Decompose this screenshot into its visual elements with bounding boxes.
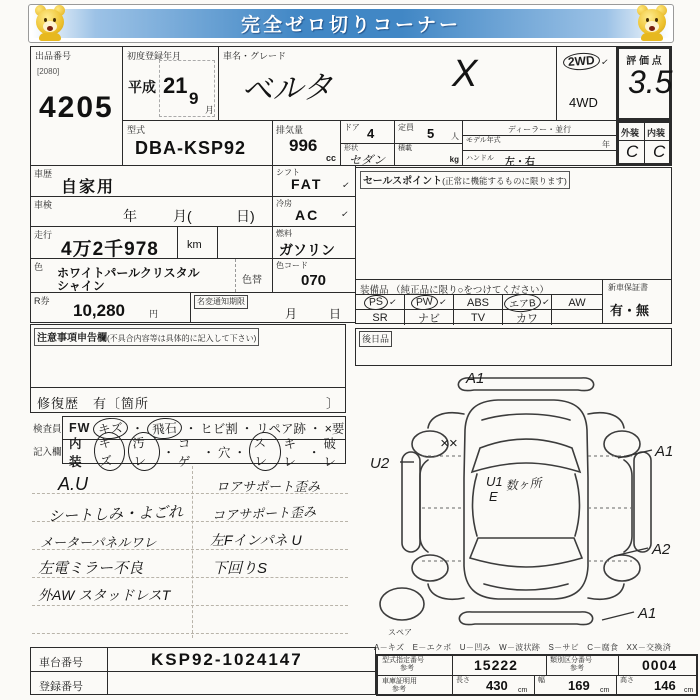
displacement-cell (272, 120, 341, 166)
displacement-label: 排気量 (276, 125, 304, 135)
note-left-1: A.U (58, 474, 89, 494)
mileage-unit: km (187, 239, 202, 251)
inspection-label: 車検 (34, 200, 53, 210)
mileage-label: 走行 (34, 230, 53, 240)
exterior-label: 外装 (621, 128, 640, 138)
ac-tick: ✓ (340, 208, 350, 220)
chassis-number: KSP92-1024147 (151, 650, 303, 669)
chassis-row-divider (31, 671, 375, 672)
fw-prefix: FW (69, 421, 91, 435)
equipment-header: 装備品 （純正品に限り○をつけてください） (360, 285, 549, 296)
note-right-2: コアサポート歪み (211, 504, 317, 523)
mark-left-xx: ×× (440, 435, 458, 452)
interior-hole: 穴 (217, 445, 231, 460)
sales-point-note: (正常に機能するものに限ります) (442, 176, 567, 186)
note-right-4: 下回りS (212, 560, 268, 577)
lot-label: 出品番号 (35, 51, 72, 61)
fw-repair-mark: リペア跡 (256, 422, 307, 436)
banner-bar (32, 9, 670, 38)
car-name-label: 車名・グレード (223, 51, 287, 61)
interior-label: 内装 (647, 128, 666, 138)
history-value: 自家用 (61, 179, 116, 196)
sales-point-label: セールスポイント (363, 176, 443, 187)
drive-4wd: 4WD (569, 95, 598, 110)
fw-stone-chip-circled: 飛石 (146, 416, 182, 439)
registration-era: 平成 (128, 79, 156, 95)
model-code: DBA-KSP92 (135, 138, 247, 158)
equipment-table (355, 279, 672, 324)
damage-legend: A－キズ E－エクボ U－凹み W－波状跡 S－サビ C－腐食 XX－交換済 (374, 643, 672, 652)
note-left-3: メーターパネルワレ (40, 535, 157, 550)
caution-note: (不具合内容等は具体的に記入して下さい) (107, 334, 257, 343)
name-change-cell (190, 292, 356, 323)
inspection-year-unit: 年 (123, 208, 137, 224)
equipment-navi: ナビ (405, 310, 454, 325)
mileage-value: 4万2千978 (61, 239, 159, 260)
spec-table (376, 654, 698, 696)
mark-right-a2: A2 (652, 541, 671, 558)
warranty-value: 有・無 (610, 303, 650, 318)
teddy-bear-icon (34, 5, 66, 41)
equipment-ps: PS ✓ (356, 295, 405, 310)
inspector-interior-row: 内装 キズ 汚レ ・ コゲ ・ 穴 ・ スレ キレ ・ 破レ (62, 439, 346, 464)
model-code-cell (122, 120, 273, 166)
rticket-unit: 円 (149, 309, 159, 319)
name-change-month: 月 (285, 307, 298, 321)
score-cell (616, 46, 672, 121)
shift-tick: ✓ (341, 179, 351, 191)
sales-point-cell (355, 167, 672, 280)
mileage-divider-2 (217, 227, 218, 258)
ext-int-divider (644, 123, 645, 163)
ac-cell (272, 196, 356, 227)
capacity-cell (394, 120, 463, 144)
interior-prefix: 内装 (69, 436, 82, 469)
handle-value: 左・右 (505, 157, 535, 168)
lot-code: [2080] (37, 67, 60, 76)
equipment-pw: PW ✓ (405, 295, 454, 310)
color-label: 色 (34, 262, 44, 272)
equipment-tv: TV (454, 310, 503, 325)
mark-right-a1: A1 (655, 443, 674, 460)
inspector-label-2: 記入欄 (33, 447, 62, 458)
spare-tire-circle (380, 588, 424, 620)
shape-label: 形状 (344, 145, 358, 152)
first-registration-label: 初度登録年月 (127, 51, 182, 61)
inspection-cell (30, 196, 273, 227)
mark-center-e: E (489, 489, 498, 504)
warranty-divider (602, 280, 603, 323)
registration-number-label: 登録番号 (39, 681, 83, 693)
spec-col-1 (452, 656, 453, 694)
door-cell (340, 120, 395, 144)
interior-burn: コゲ (177, 436, 191, 469)
shape-value: セダン (349, 153, 386, 167)
car-outline (380, 378, 651, 625)
dim-col-1 (534, 675, 535, 694)
drive-type-cell (556, 46, 617, 121)
score-label: 評 価 点 (626, 56, 662, 67)
length-unit: cm (518, 687, 528, 694)
score-value: 3.5 (628, 64, 673, 100)
notes-rule (32, 633, 348, 634)
spec-row-divider (378, 675, 696, 676)
fw-crack: ヒビ割 (200, 422, 238, 436)
name-change-day: 日 (329, 307, 342, 321)
interior-cut: キレ (283, 436, 297, 469)
repair-history-cell (30, 387, 346, 413)
caution-cell (30, 324, 346, 388)
garage-ref: 参考 (392, 686, 406, 693)
repair-history-text: 修復歴 有〔箇所 (37, 396, 150, 411)
door-label: ドア (344, 123, 360, 132)
mark-center-note: 数ヶ所 (505, 475, 543, 493)
chassis-table (30, 647, 376, 695)
drive-2wd-circled: 2WD ✓ (563, 53, 608, 70)
color-code-cell (272, 258, 356, 293)
height-label: 高さ (620, 677, 634, 684)
color-code-label: 色コード (276, 261, 308, 270)
name-change-label: 名変通知期限 (194, 295, 248, 309)
car-grade: X (452, 53, 478, 95)
class-no-value: 0004 (642, 657, 678, 673)
equipment-leather: カワ (503, 310, 552, 325)
inspector-fw-row: FW キズ ・ 飛石 ・ ヒビ割 ・ リペア跡 ・ ×要 (62, 416, 346, 440)
class-no-label: 類別区分番号 (550, 657, 592, 664)
equipment-airbag: エアB ✓ (503, 295, 552, 310)
later-items-label: 後日品 (359, 331, 392, 347)
height-unit: cm (684, 687, 694, 694)
model-year-unit: 年 (602, 140, 610, 149)
dealer-cell (462, 120, 617, 136)
registration-month-unit: 月 (205, 105, 215, 115)
fw-scratch-circled: キズ (93, 416, 129, 439)
note-left-2: シートしみ・よごれ (47, 503, 184, 526)
interior-grade: C (653, 142, 666, 161)
spec-col-2 (546, 656, 547, 675)
rticket-label: R券 (34, 296, 50, 306)
model-year-label: モデル年式 (466, 137, 501, 144)
color-line2: シャイン (57, 279, 105, 293)
fuel-label: 燃料 (276, 229, 292, 238)
first-registration-cell (122, 46, 219, 121)
capacity-value: 5 (427, 126, 435, 141)
note-left-4: 左電ミラー不良 (38, 560, 144, 577)
color-cell (30, 258, 273, 293)
width-value: 169 (568, 678, 590, 693)
capacity-unit: 人 (451, 132, 459, 141)
color-code-value: 070 (301, 272, 327, 289)
note-right-1: ロアサポート歪み (216, 479, 321, 494)
exterior-grade: C (626, 142, 639, 161)
warranty-label: 新車保証書 (608, 283, 648, 292)
mark-left-u2: U2 (370, 455, 390, 472)
length-label: 長さ (456, 677, 470, 684)
ac-value: AC (295, 207, 320, 223)
registration-year: 21 (163, 73, 188, 98)
interior-stain-circled: 汚レ (127, 431, 161, 472)
fw-replace-needed: ×要 (324, 422, 345, 436)
interior-scuff-circled: スレ (248, 431, 282, 472)
history-cell (30, 165, 273, 197)
displacement-unit: cc (325, 153, 336, 163)
spare-label: スペア (388, 628, 412, 637)
notes-column-divider (192, 466, 193, 638)
teddy-bear-icon (636, 5, 668, 41)
load-unit: kg (449, 155, 459, 164)
shift-cell (272, 165, 356, 197)
equipment-abs: ABS (454, 295, 503, 310)
banner (28, 4, 674, 43)
color-change-divider (235, 259, 236, 292)
type-no-value: 15222 (474, 657, 518, 673)
color-change-label: 色替 (242, 275, 262, 286)
rticket-cell (30, 292, 191, 323)
shift-label: シフト (276, 168, 300, 177)
equipment-row-1 (356, 294, 602, 310)
lot-number-cell (30, 46, 123, 166)
garage-label: 車庫証明用 (382, 678, 417, 685)
inspector-label-1: 検査員 (33, 424, 62, 435)
registration-month: 9 (189, 89, 199, 108)
displacement-value: 996 (289, 136, 318, 155)
panel-dashed-lines (422, 456, 632, 561)
color-line1: ホワイトパールクリスタル (57, 266, 200, 280)
fuel-value: ガソリン (279, 242, 335, 258)
banner-title: 完全ゼロ切りコーナー (240, 15, 461, 36)
mileage-divider-1 (177, 227, 178, 258)
length-value: 430 (486, 678, 508, 693)
height-value: 146 (654, 678, 676, 693)
model-year-cell (462, 135, 617, 151)
equipment-empty (552, 310, 602, 325)
interior-tear: 破レ (323, 436, 336, 469)
handle-cell (462, 150, 617, 166)
mark-center-u1: U1 (486, 474, 503, 489)
inspection-day-unit: 日) (236, 208, 255, 224)
caution-header: 注意事項申告欄 (37, 333, 107, 344)
lot-number: 4205 (39, 91, 114, 124)
inspection-month-unit: 月( (173, 208, 192, 224)
annotation-leader-lines (400, 450, 652, 620)
spec-col-3 (618, 656, 619, 675)
notes-rule (32, 605, 348, 606)
type-no-ref: 参考 (400, 665, 414, 672)
shape-cell (340, 143, 395, 166)
door-value: 4 (367, 126, 375, 141)
load-label: 積載 (398, 145, 412, 152)
equipment-row-2 (356, 309, 602, 325)
rticket-value: 10,280 (73, 301, 125, 320)
model-label: 型式 (127, 125, 146, 135)
note-left-5: 外AW スタッドレスT (38, 587, 171, 603)
shift-value: FAT (291, 176, 323, 192)
history-label: 車歴 (34, 169, 53, 179)
fuel-cell (272, 226, 356, 259)
class-no-ref: 参考 (570, 665, 584, 672)
note-right-3: 左Fインパネ U (210, 532, 302, 548)
width-label: 幅 (538, 677, 545, 684)
vehicle-diagram (356, 358, 696, 642)
load-cell (394, 143, 463, 166)
width-unit: cm (600, 687, 610, 694)
equipment-aw: AW (568, 296, 586, 309)
ext-int-hdivider (619, 140, 669, 141)
repair-history-close: 〕 (325, 396, 339, 411)
capacity-label: 定員 (398, 123, 414, 132)
ac-label: 冷房 (276, 199, 292, 208)
handle-label: ハンドル (466, 155, 494, 162)
interior-scratch-circled: キズ (92, 431, 126, 472)
mark-rear-a1: A1 (638, 605, 657, 622)
dealer-label: ディーラー・並行 (507, 125, 572, 134)
mileage-cell (30, 226, 273, 259)
chassis-label: 車台番号 (39, 657, 83, 669)
exterior-interior-cell (616, 120, 672, 166)
car-name: ベルタ (240, 69, 334, 108)
damage-annotations (370, 370, 673, 637)
type-no-label: 型式指定番号 (382, 657, 424, 664)
car-name-cell (218, 46, 557, 121)
dim-col-2 (616, 675, 617, 694)
mark-front-a1: A1 (466, 370, 485, 387)
equipment-sr: SR (356, 310, 405, 325)
